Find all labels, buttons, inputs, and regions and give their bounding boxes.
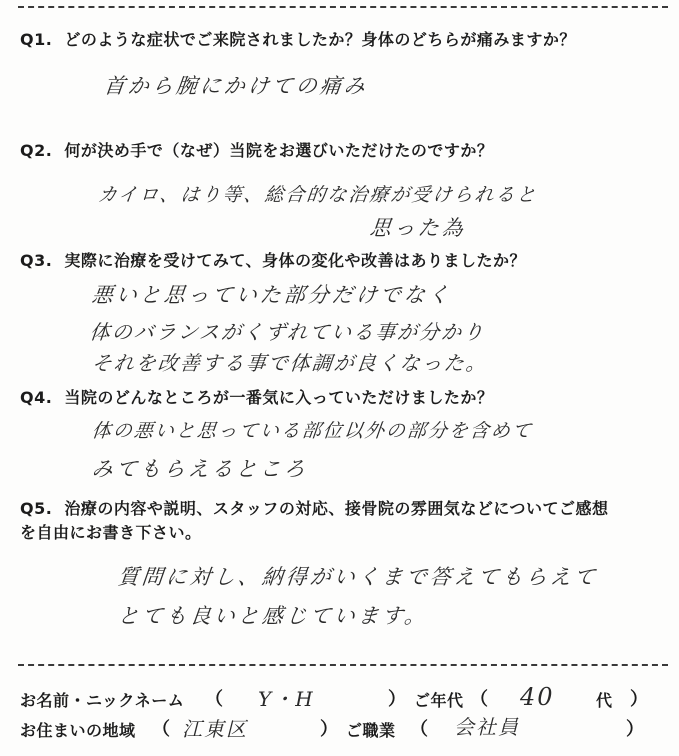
q3-number: Q3. (20, 251, 53, 270)
q2-answer-line2: 思った為 (368, 216, 468, 240)
q1-number: Q1. (20, 30, 53, 49)
age-open-paren: （ (470, 689, 488, 710)
q5-number: Q5. (20, 499, 53, 518)
job-value: 会社員 (454, 715, 520, 739)
q3-answer-line2: 体のバランスがくずれている事が分かり (88, 320, 487, 344)
q4-answer-line1: 体の悪いと思っている部位以外の部分を含めて (90, 420, 535, 442)
bottom-dashed-divider (18, 664, 668, 666)
q4-answer-line2: みてもらえるところ (90, 457, 310, 481)
job-label: ご職業 (346, 721, 396, 740)
name-open-paren: （ (205, 689, 223, 710)
q3-question (20, 248, 526, 271)
area-close-paren: ） (320, 719, 338, 740)
q1-question (20, 27, 576, 50)
job-close-paren: ） (626, 719, 644, 740)
q5-question-text-line2: を自由にお書き下さい。 (20, 523, 202, 542)
q2-question (20, 138, 493, 161)
name-close-paren: ） (388, 689, 406, 710)
job-open-paren: （ (410, 719, 428, 740)
q4-number: Q4. (20, 388, 53, 407)
top-dashed-divider (18, 6, 668, 8)
age-label: ご年代 (414, 691, 464, 710)
name-value: Y・H (258, 687, 315, 711)
q2-answer-line1: カイロ、はり等、総合的な治療が受けられると (96, 184, 539, 206)
q5-answer-line1: 質問に対し、納得がいくまで答えてもらえて (116, 565, 600, 589)
age-value: 40 (520, 683, 555, 711)
q5-answer-line2: とても良いと感じています。 (116, 604, 430, 628)
q2-number: Q2. (20, 141, 53, 160)
q5-question-text-line1: 治療の内容や説明、スタッフの対応、接骨院の雰囲気などについてご感想 (64, 499, 609, 518)
q2-question-text: 何が決め手で（なぜ）当院をお選びいただけたのですか？ (64, 141, 494, 160)
q5-question (20, 496, 609, 519)
age-suffix: 代 (596, 691, 613, 710)
area-value: 江東区 (182, 717, 248, 741)
q4-question (20, 385, 493, 408)
q3-answer-line1: 悪いと思っていた部分だけでなく (90, 283, 454, 307)
age-close-paren: ） (630, 689, 648, 710)
area-open-paren: （ (152, 719, 170, 740)
q1-answer: 首から腕にかけての痛み (102, 74, 370, 98)
q1-question-text: どのような症状でご来院されましたか？身体のどちらが痛みますか？ (64, 30, 576, 49)
q3-question-text: 実際に治療を受けてみて、身体の変化や改善はありましたか？ (64, 251, 526, 270)
name-label: お名前・ニックネーム (20, 691, 185, 710)
q4-question-text: 当院のどんなところが一番気に入っていただけましたか？ (64, 388, 494, 407)
q3-answer-line3: それを改善する事で体調が良くなった。 (90, 351, 490, 375)
area-label: お住まいの地域 (20, 721, 136, 740)
